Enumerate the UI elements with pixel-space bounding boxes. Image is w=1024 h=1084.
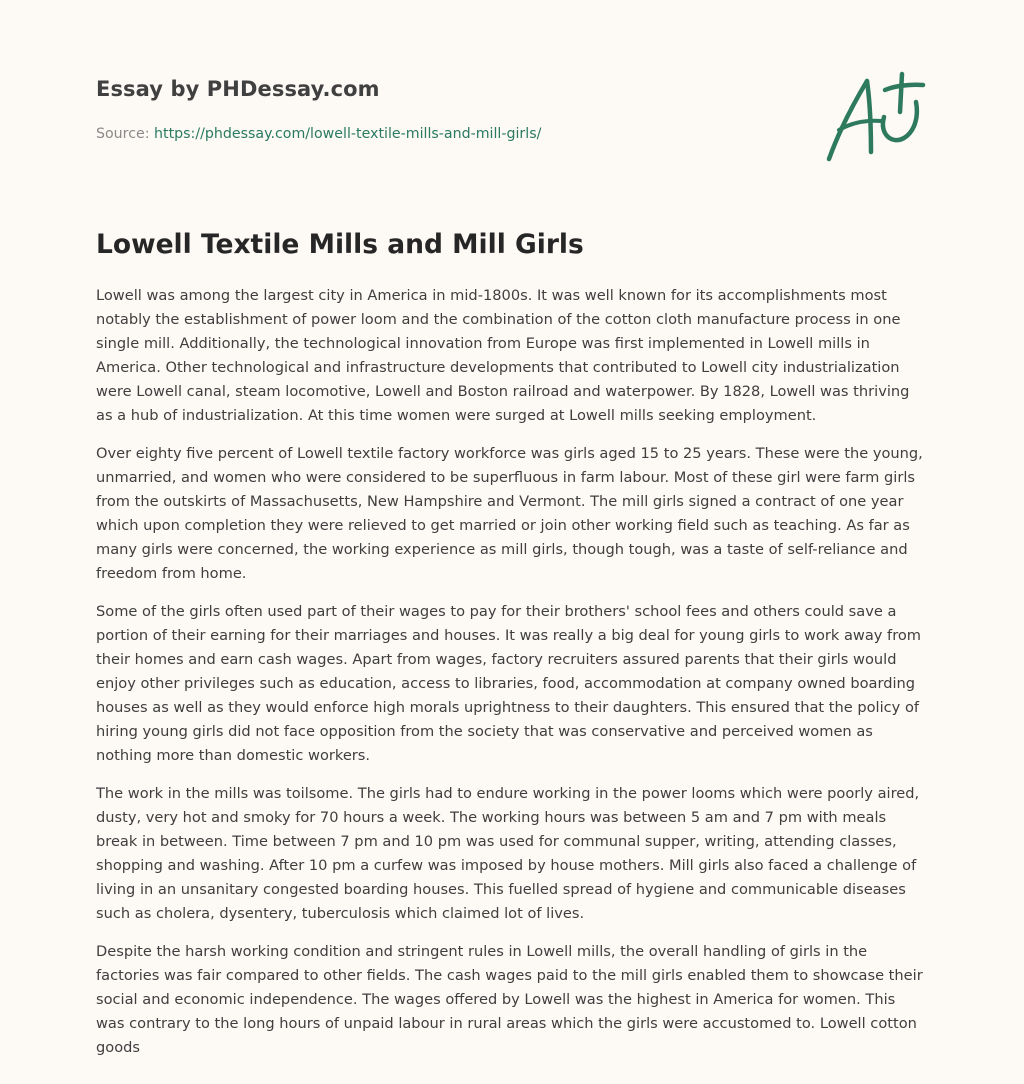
source-link[interactable]: https://phdessay.com/lowell-textile-mills-and-mill-girls/ (154, 126, 542, 142)
paragraph: Lowell was among the largest city in America in mid-1800s. It was well known for its accomplishments most notably the establishment of power loom and the combination of the cotton cloth manufacture process in one single mill. Additionally, the technological innovation from Europe was first implemented in Lowell mills in America. Other technological and infrastructure developments that contributed to Lowell city industrialization were Lowell canal, steam locomotive, Lowell and Boston railroad and waterpower. By 1828, Lowell was thriving as a hub of industrialization. At this time women were surged at Lowell mills seeking employment. (96, 287, 910, 424)
paragraph: Despite the harsh working condition and stringent rules in Lowell mills, the overall handling of girls in the factories was fair compared to other fields. The cash wages paid to the mill girls enabled them to showcase their social and economic independence. The wages offered by Lowell was the highest in America for women. This was contrary to the long hours of unpaid labour in rural areas which the girls were accustomed to. Lowell cotton goods (96, 943, 923, 1056)
source-label: Source: (96, 126, 150, 142)
page-header (96, 74, 796, 144)
paragraph: Over eighty five percent of Lowell textile factory workforce was girls aged 15 to 25 years. These were the young, unmarried, and women who were considered to be superfluous in farm labour. Most of these girl were farm girls from the outskirts of Massachusetts, New Hampshire and Vermont. The mill girls signed a contract of one year which upon completion they were relieved to get married or join other working field such as teaching. As far as many girls were concerned, the working experience as mill girls, though tough, was a taste of self-reliance and freedom from home. (96, 445, 923, 582)
article-title: Lowell Textile Mills and Mill Girls (96, 229, 584, 260)
brand-title: Essay by PHDessay.com (96, 77, 380, 101)
article-body (96, 284, 928, 1074)
source-line (96, 124, 796, 144)
paragraph: The work in the mills was toilsome. The girls had to endure working in the power looms which were poorly aired, dusty, very hot and smoky for 70 hours a week. The working hours was between 5 am and 7 pm with meals break in between. Time between 7 pm and 10 pm was used for communal supper, writing, attending classes, shopping and washing. After 10 pm a curfew was imposed by house mothers. Mill girls also faced a challenge of living in an unsanitary congested boarding houses. This fuelled spread of hygiene and communicable diseases such as cholera, dysentery, tuberculosis which claimed lot of lives. (96, 785, 920, 922)
a-plus-grade-icon (824, 68, 928, 164)
paragraph: Some of the girls often used part of their wages to pay for their brothers' school fees and others could save a portion of their earning for their marriages and houses. It was really a big deal for young girls to work away from their homes and earn cash wages. Apart from wages, factory recruiters assured parents that their girls would enjoy other privileges such as education, access to libraries, food, accommodation at company owned boarding houses as well as they would enforce high morals uprightness to their daughters. This ensured that the policy of hiring young girls did not face opposition from the society that was conservative and perceived women as nothing more than domestic workers. (96, 603, 922, 764)
